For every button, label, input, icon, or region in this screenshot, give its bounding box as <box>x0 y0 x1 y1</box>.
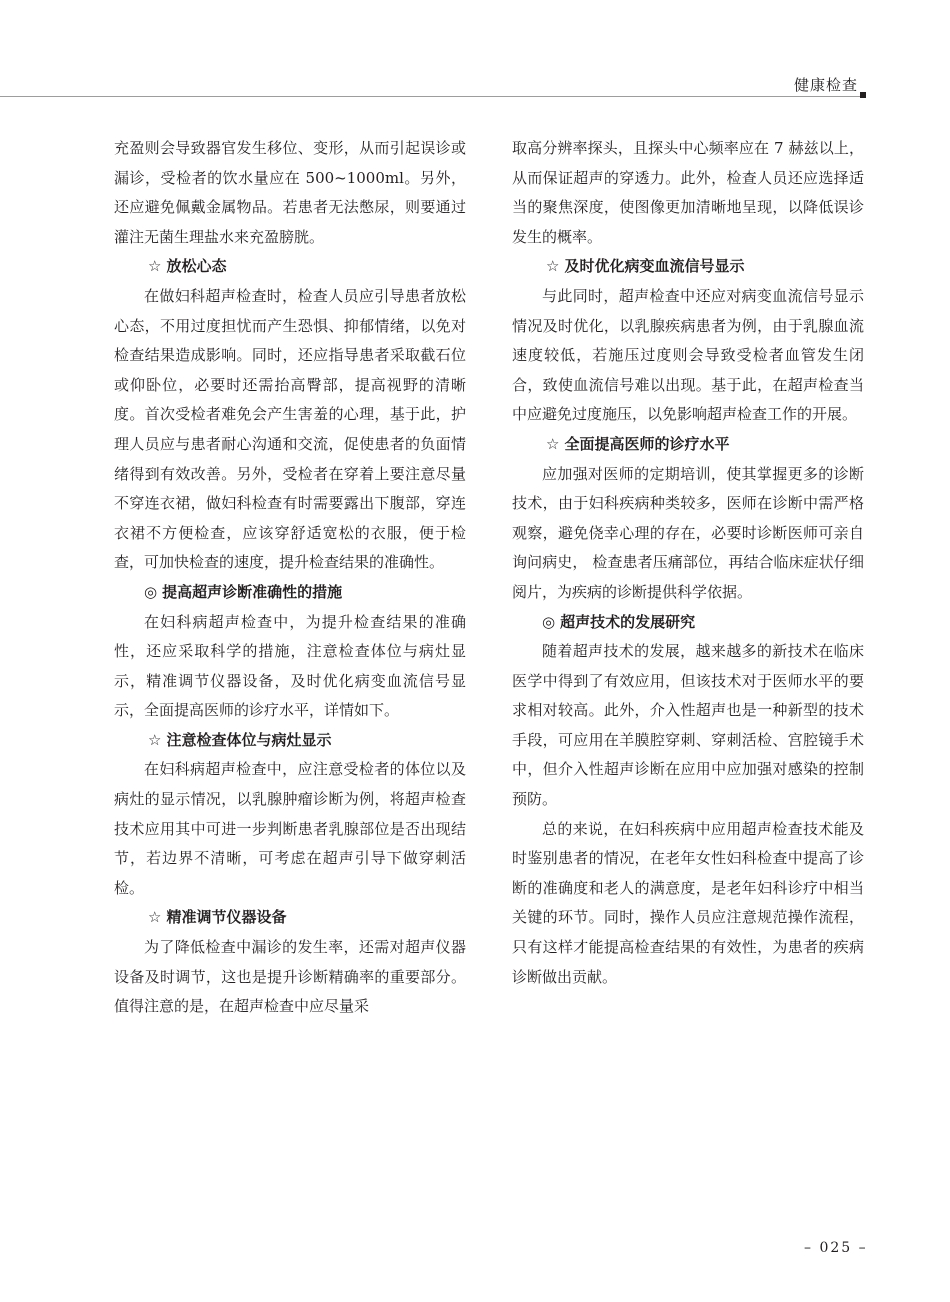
page-number: – 025 – <box>804 1240 868 1256</box>
heading-measures <box>114 578 466 608</box>
heading-text: 提高超声诊断准确性的措施 <box>162 582 343 601</box>
paragraph-relax: 在做妇科超声检查时，检查人员应引导患者放松心态，不用过度担忧而产生恐惧、抑郁情绪，以免对检查结果造成影响。同时，还应指导患者采取截石位或仰卧位，必要时还需抬高臀部，提高视野的清晰度。首次受检者难免会产生害羞的心理，基于此，护理人员应与患者耐心沟通和交流，促使患者的负面情绪得到有效改善。另外，受检者在穿着上要注意尽量不穿连衣裙，做妇科检查有时需要露出下腹部，穿连衣裙不方便检查，应该穿舒适宽松的衣服，便于检查，可加快检查的速度，提升检查结果的准确性。 <box>114 286 466 572</box>
paragraph-conclusion: 总的来说，在妇科疾病中应用超声检查技术能及时鉴别患者的情况，在老年女性妇科检查中提高了诊断的准确度和老人的满意度，是老年妇科诊疗中相当关键的环节。同时，操作人员应注意规范操作流程，只有这样才能提高检查结果的有效性，为患者的疾病诊断做出贡献。 <box>512 819 864 986</box>
heading-development <box>512 608 864 638</box>
star-icon: ☆ <box>148 730 162 749</box>
header-marker <box>860 92 866 98</box>
header-rule <box>0 96 866 97</box>
paragraph-continued: 取高分辨率探头，且探头中心频率应在 7 赫兹以上，从而保证超声的穿透力。此外，检查人员还应选择适当的聚焦深度，使图像更加清晰地呈现，以降低误诊发生的概率。 <box>512 139 864 246</box>
paragraph-development: 随着超声技术的发展，越来越多的新技术在临床医学中得到了有效应用，但该技术对于医师水平的要求相对较高。此外，介入性超声也是一种新型的技术手段，可应用在羊膜腔穿刺、穿刺活检、宫腔镜手术中，但介入性超声诊断在应用中应加强对感染的控制预防。 <box>512 642 864 809</box>
subheading-position <box>114 726 466 756</box>
star-icon: ☆ <box>148 257 162 276</box>
subheading-relax <box>114 252 466 282</box>
left-column <box>114 134 466 1022</box>
paragraph-instrument: 为了降低检查中漏诊的发生率，还需对超声仪器设备及时调节，这也是提升诊断精确率的重要部分。值得注意的是，在超声检查中应尽量采 <box>114 938 466 1016</box>
subheading-physician <box>512 430 864 460</box>
star-icon: ☆ <box>546 257 560 276</box>
paragraph-position: 在妇科病超声检查中，应注意受检者的体位以及病灶的显示情况，以乳腺肿瘤诊断为例，将超声检查技术应用其中可进一步判断患者乳腺部位是否出现结节，若边界不清晰，可考虑在超声引导下做穿刺活检。 <box>114 760 466 897</box>
paragraph-bloodflow: 与此同时，超声检查中还应对病变血流信号显示情况及时优化，以乳腺疾病患者为例，由于乳腺血流速度较低，若施压过度则会导致受检者血管发生闭合，致使血流信号难以出现。基于此，在超声检查当中应避免过度施压，以免影响超声检查工作的开展。 <box>512 286 864 424</box>
star-icon: ☆ <box>148 908 162 927</box>
subheading-text: 全面提高医师的诊疗水平 <box>564 434 730 453</box>
star-icon: ☆ <box>546 434 560 453</box>
subheading-text: 及时优化病变血流信号显示 <box>564 257 745 276</box>
section-label: 健康检查 <box>793 76 858 94</box>
heading-text: 超声技术的发展研究 <box>560 612 696 631</box>
paragraph-physician: 应加强对医师的定期培训，使其掌握更多的诊断技术，由于妇科疾病种类较多，医师在诊断中需严格观察，避免侥幸心理的存在，必要时诊断医师可亲自询问病史， 检查患者压痛部位，再结合临床症状仔细阅片，为疾病的诊断提供科学依据。 <box>512 464 864 601</box>
subheading-text: 放松心态 <box>166 257 227 276</box>
paragraph-measures: 在妇科病超声检查中，为提升检查结果的准确性，还应采取科学的措施，注意检查体位与病灶显示，精准调节仪器设备，及时优化病变血流信号显示，全面提高医师的诊疗水平，详情如下。 <box>114 612 466 720</box>
paragraph-continued: 充盈则会导致器官发生移位、变形，从而引起误诊或漏诊，受检者的饮水量应在 500~1000ml。另外，还应避免佩戴金属物品。若患者无法憋尿，则要通过灌注无菌生理盐水来充盈膀胱。 <box>114 139 466 246</box>
double-circle-icon: ◎ <box>542 612 556 631</box>
subheading-instrument <box>114 903 466 933</box>
subheading-bloodflow <box>512 252 864 282</box>
subheading-text: 精准调节仪器设备 <box>166 908 287 927</box>
subheading-text: 注意检查体位与病灶显示 <box>166 730 332 749</box>
right-column <box>512 134 864 992</box>
double-circle-icon: ◎ <box>144 582 158 601</box>
